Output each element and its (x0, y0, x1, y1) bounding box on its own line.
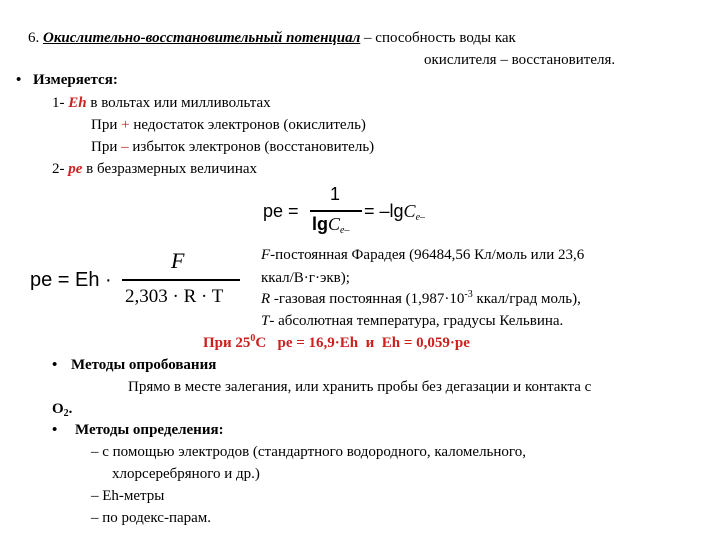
definition-f-text: -постоянная Фарадея (96484,56 Кл/моль или 23,6 (270, 247, 585, 263)
definition-t (261, 312, 563, 330)
sampling-text: Прямо в месте залегания, или хранить пробы без дегазации и контакта с (128, 379, 592, 395)
measured-item1 (52, 94, 271, 112)
formula1-rhs-lg: = –lg (364, 201, 404, 221)
determination-line2: хлорсеребряного и др.) (112, 466, 260, 482)
formula2-lhs: pe = Eh · (30, 269, 112, 291)
formula1-rhs-sub: e– (415, 212, 426, 223)
item2-text: в безразмерных величинах (86, 161, 258, 177)
definition-f (261, 246, 584, 264)
determination-header: Методы определения: (75, 422, 224, 438)
section-heading (28, 29, 516, 47)
definition-f-symbol: F (261, 247, 271, 263)
definition-r-text-a: -газовая постоянная (1,987·10 (273, 291, 465, 307)
definition-r (261, 290, 581, 308)
formula1-den-lg: lg (312, 214, 328, 234)
determination-line3: – Eh-метры (91, 488, 165, 504)
measured-item1-minus (91, 138, 374, 156)
plus-sign: + (121, 117, 130, 133)
definition-r-exp: -3 (464, 289, 473, 300)
definition-r-text-b: ккал/град моль), (476, 291, 581, 307)
definition-f-line2: ккал/В·г·экв); (261, 270, 350, 286)
minus-text: избыток электронов (восстановитель) (132, 139, 375, 155)
plus-text: недостаток электронов (окислитель) (133, 117, 366, 133)
section-number: 6. (28, 30, 40, 46)
highlight-sup: 0 (250, 333, 256, 344)
formula-pe-lg (260, 183, 460, 239)
determination-line1: – с помощью электродов (стандартного водородного, каломельного, (91, 444, 526, 460)
bullet-icon: • (52, 357, 58, 373)
bullet-icon: • (16, 72, 22, 88)
conversion-highlight (203, 334, 470, 352)
measured-item1-plus (91, 116, 366, 134)
formula2-denominator: 2,303 · R · T (125, 286, 224, 307)
determination-heading (52, 421, 224, 439)
minus-prefix: При (91, 139, 118, 155)
measured-heading (16, 71, 118, 89)
plus-prefix: При (91, 117, 118, 133)
bullet-icon: • (52, 422, 58, 438)
section-desc-line1: способность воды как (375, 30, 516, 46)
measured-header: Измеряется: (33, 72, 118, 88)
o2-main: O (52, 401, 64, 417)
item1-text: в вольтах или милливольтах (90, 95, 271, 111)
formula1-lhs: pe = (263, 201, 299, 221)
formula-pe-eh (30, 248, 245, 310)
highlight-part1: При 25 (203, 335, 251, 351)
item2-prefix: 2- (52, 161, 65, 177)
formula1-numerator: 1 (330, 184, 341, 204)
definition-r-symbol: R (261, 291, 271, 307)
sampling-o2 (52, 400, 72, 418)
formula2-fraction-bar (122, 279, 240, 281)
highlight-part2: С pe = 16,9·Eh и Eh = 0,059·pe (255, 335, 470, 351)
section-dash: – (364, 30, 372, 46)
o2-sub: 2 (63, 408, 69, 419)
o2-end: . (68, 401, 73, 417)
section-desc-line2: окислителя – восстановителя. (424, 52, 616, 68)
formula1-den-c: C (328, 214, 341, 234)
formula1-fraction-bar (310, 210, 362, 212)
definition-t-symbol: T (261, 313, 270, 329)
measured-item2 (52, 160, 257, 178)
section-title: Окислительно-восстановительный потенциал (43, 30, 361, 46)
sampling-header: Методы опробования (71, 357, 217, 373)
determination-line4: – по родекс-парам. (91, 510, 212, 526)
item1-symbol: Eh (68, 95, 87, 111)
minus-sign: – (121, 139, 129, 155)
formula1-den-sub: e– (340, 225, 350, 236)
formula1-rhs-c: C (403, 201, 416, 221)
formula1-rhs (364, 201, 425, 221)
item1-prefix: 1- (52, 95, 65, 111)
formula2-numerator: F (171, 248, 185, 273)
sampling-heading (52, 356, 216, 374)
item2-symbol: pe (68, 161, 83, 177)
definition-t-text: - абсолютная температура, градусы Кельвина. (269, 313, 564, 329)
formula1-denominator (312, 214, 349, 234)
